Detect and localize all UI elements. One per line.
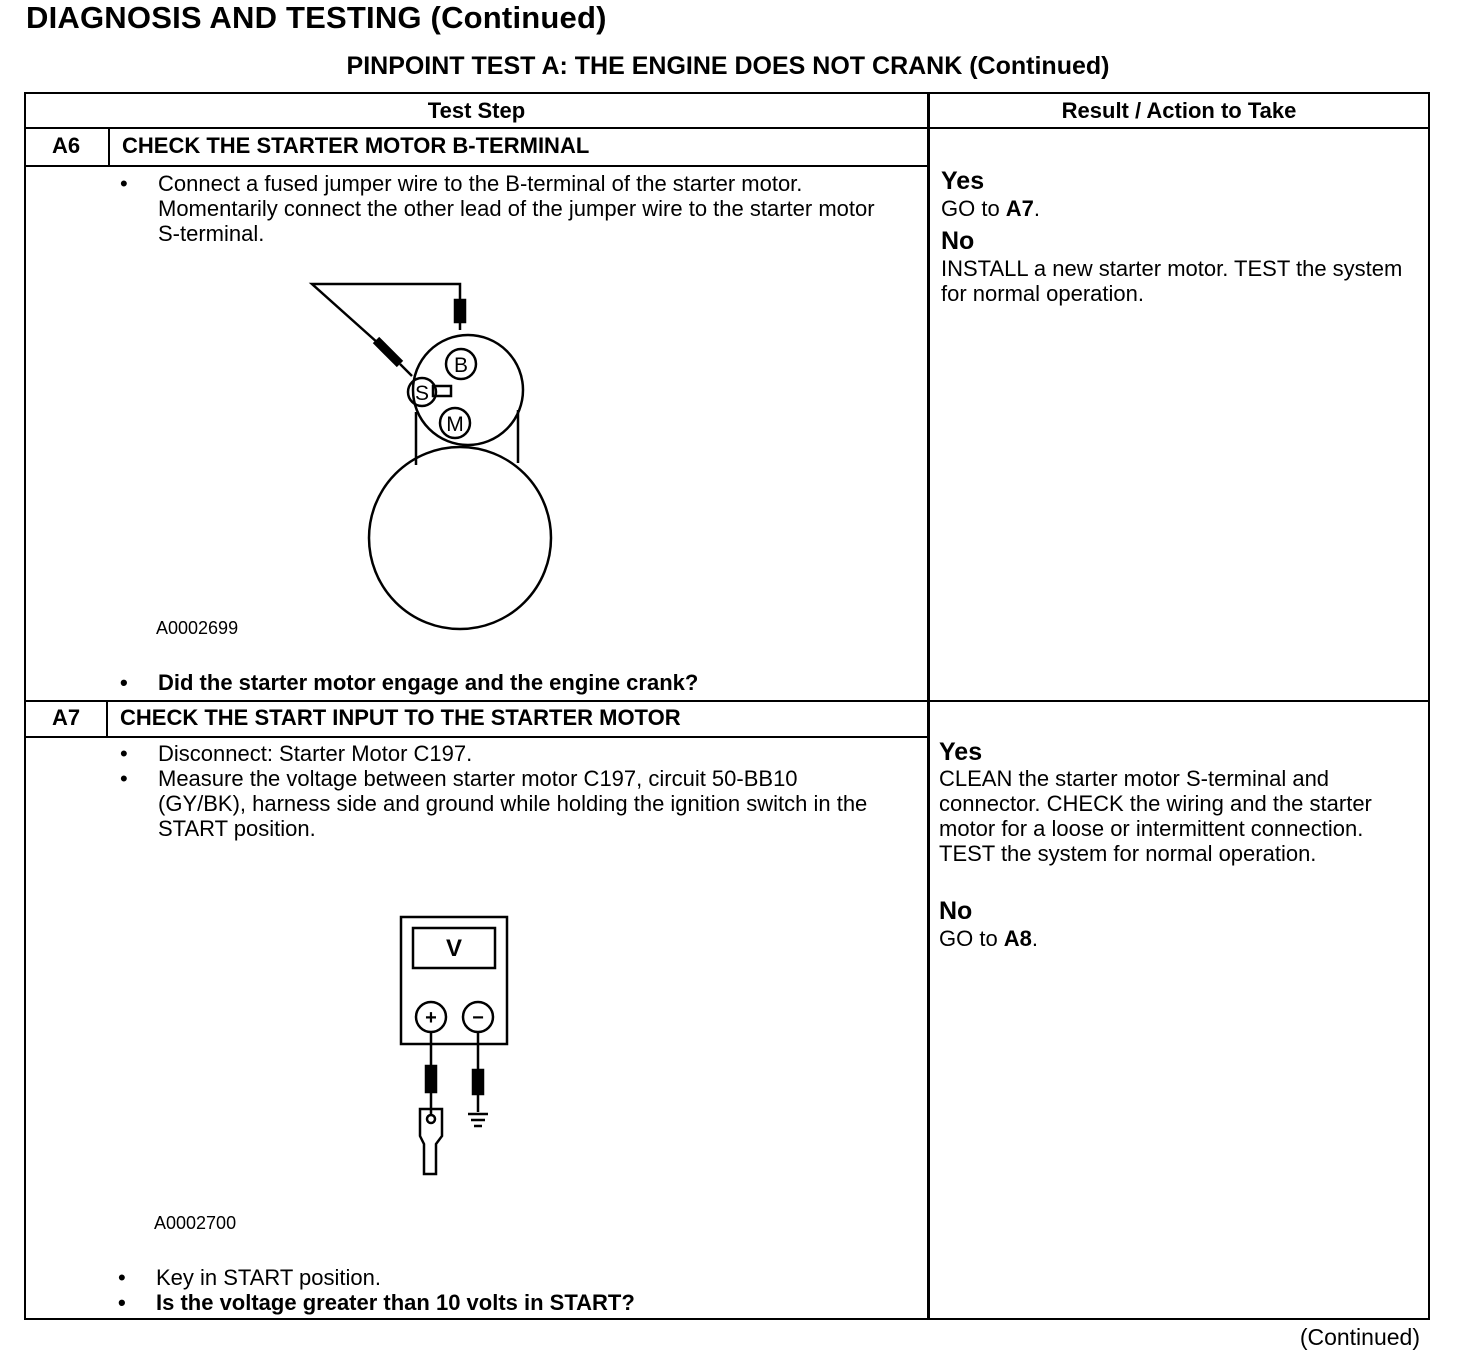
step-id-a7: A7 <box>51 705 81 730</box>
meter-v-label: V <box>445 935 463 962</box>
a6-yes-link[interactable]: A7 <box>1005 196 1034 221</box>
m-label: M <box>446 413 464 436</box>
a6-question-text: Did the starter motor engage and the engine crank? <box>158 670 699 695</box>
a6-instruction-text: Connect a fused jumper wire to the B-terminal of the starter motor. Momentarily connect the other lead of the jumper wire to the starter motor S-terminal. <box>158 171 875 246</box>
voltmeter-diagram <box>398 914 518 1179</box>
fuse-top <box>455 300 465 322</box>
step-title-a6: CHECK THE STARTER MOTOR B-TERMINAL <box>122 133 590 158</box>
bullet-dot: • <box>120 670 128 695</box>
motor-body-circle <box>369 447 551 629</box>
b-label: B <box>453 354 469 377</box>
a7-no-text <box>939 926 1038 951</box>
a6-id-divider <box>108 127 110 165</box>
a7-instruction-1-text: Disconnect: Starter Motor C197. <box>158 741 473 766</box>
a7-yes-label: Yes <box>939 738 983 766</box>
a7-no-label: No <box>939 897 973 925</box>
a7-instruction-3 <box>118 1265 908 1291</box>
s-label: S <box>414 382 430 405</box>
a6-no-text: INSTALL a new starter motor. TEST the system for normal operation. <box>941 256 1403 306</box>
bullet-dot: • <box>118 1290 126 1315</box>
bullet-dot: • <box>120 171 128 196</box>
a6-question <box>120 670 910 696</box>
a7-instruction-2 <box>120 766 910 844</box>
a7-no-link[interactable]: A8 <box>1003 926 1032 951</box>
a6-yes-text-pre: GO to <box>941 196 1006 221</box>
a7-instruction-2-text: Measure the voltage between starter motor C197, circuit 50-BB10 (GY/BK), harness side and ground while holding the ignition switch in the START position. <box>158 766 868 841</box>
step-title-a7: CHECK THE START INPUT TO THE STARTER MOTOR <box>120 705 681 730</box>
figure-id-a6: A0002699 <box>156 618 239 638</box>
ground-symbol-icon <box>468 1114 488 1126</box>
a7-title-divider <box>24 736 929 738</box>
a7-question <box>118 1290 908 1316</box>
probe-tip <box>420 1109 442 1174</box>
a6-yes-text-post: . <box>1033 196 1041 221</box>
a6-no-label: No <box>941 227 975 255</box>
bullet-dot: • <box>120 741 128 766</box>
a7-instruction-3-text: Key in START position. <box>156 1265 381 1290</box>
a7-question-text: Is the voltage greater than 10 volts in START? <box>156 1290 635 1315</box>
header-test-step: Test Step <box>427 98 526 123</box>
header-result: Result / Action to Take <box>1061 98 1297 123</box>
a6-yes-text <box>941 196 1040 221</box>
minus-label: − <box>472 1007 484 1029</box>
step-id-a6: A6 <box>51 133 81 158</box>
a6-instruction <box>120 171 910 251</box>
figure-id-a7: A0002700 <box>154 1213 237 1233</box>
a7-instruction-1 <box>120 741 910 767</box>
a6-title-divider <box>24 165 929 167</box>
a7-no-text-pre: GO to <box>939 926 1004 951</box>
fuse-diagonal <box>376 340 400 364</box>
a7-yes-text: CLEAN the starter motor S-terminal and connector. CHECK the wiring and the starter motor for a loose or intermittent connection. TEST the system for normal operation. <box>939 766 1372 866</box>
step-divider <box>24 700 1430 702</box>
plus-label: + <box>425 1007 437 1029</box>
jumper-wire <box>312 284 460 352</box>
a7-no-text-post: . <box>1031 926 1039 951</box>
a6-yes-label: Yes <box>941 167 985 195</box>
bullet-dot: • <box>120 766 128 791</box>
page-title: DIAGNOSIS AND TESTING (Continued) <box>26 0 607 35</box>
continued-footer: (Continued) <box>1299 1324 1420 1350</box>
bullet-dot: • <box>118 1265 126 1290</box>
pinpoint-test-title: PINPOINT TEST A: THE ENGINE DOES NOT CRANK (Continued) <box>346 52 1110 80</box>
starter-motor-diagram <box>300 270 580 640</box>
column-divider <box>927 92 930 1320</box>
